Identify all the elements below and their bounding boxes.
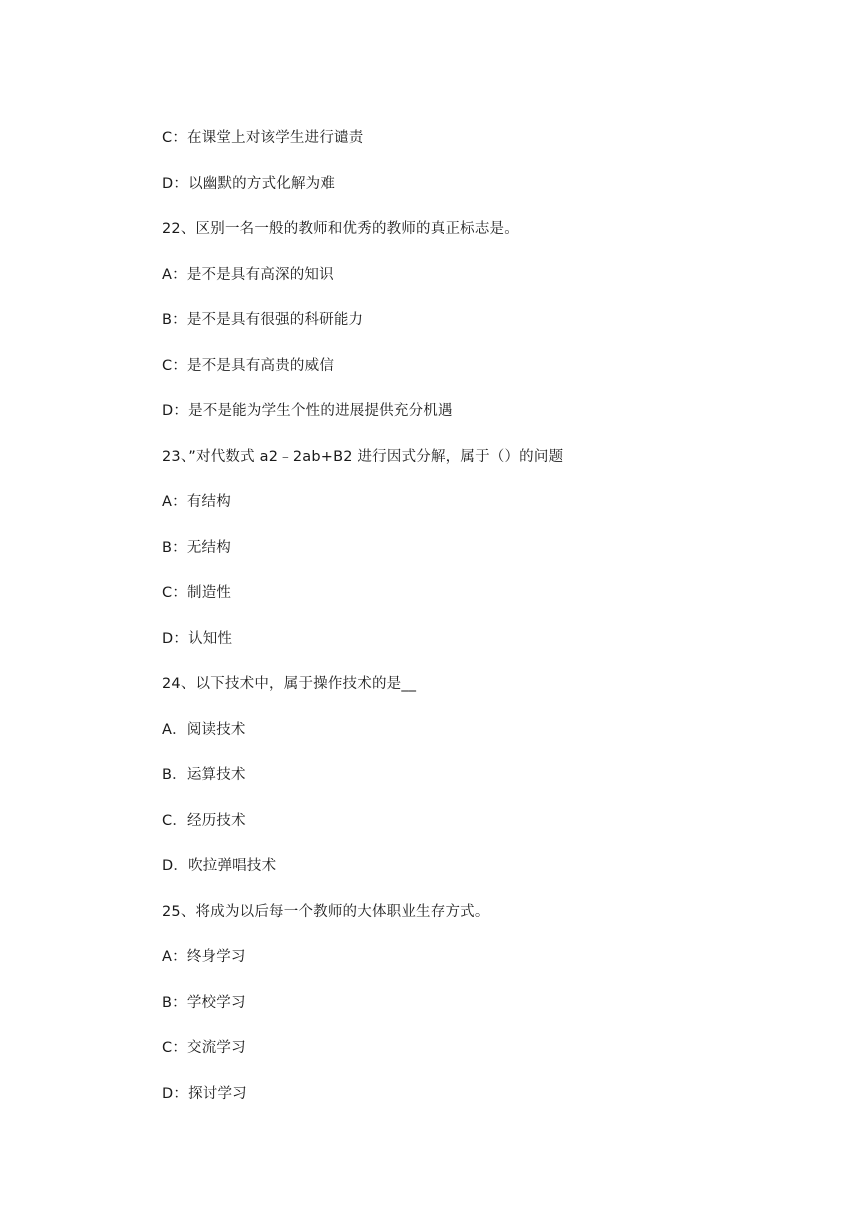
q23-option-a: A：有结构 <box>162 494 231 510</box>
q22-option-d: D：是不是能为学生个性的进展提供充分机遇 <box>162 403 453 419</box>
q24-option-c: C．经历技术 <box>162 813 246 829</box>
question-23: 23、”对代数式 a2﹣2ab+B2 进行因式分解，属于（）的问题 <box>162 449 564 465</box>
q24-option-b: B．运算技术 <box>162 767 246 783</box>
question-22: 22、区别一名一般的教师和优秀的教师的真正标志是。 <box>162 221 519 237</box>
q23-option-b: B：无结构 <box>162 540 231 556</box>
q21-option-d: D：以幽默的方式化解为难 <box>162 176 336 192</box>
q24-option-d: D．吹拉弹唱技术 <box>162 858 277 874</box>
q22-option-c: C：是不是具有高贵的威信 <box>162 358 335 374</box>
q21-option-c: C：在课堂上对该学生进行谴责 <box>162 130 364 146</box>
question-24: 24、以下技术中，属于操作技术的是__ <box>162 676 417 692</box>
q24-option-a: A．阅读技术 <box>162 722 246 738</box>
q25-option-d: D：探讨学习 <box>162 1086 247 1102</box>
q22-option-a: A：是不是具有高深的知识 <box>162 267 334 283</box>
q22-option-b: B：是不是具有很强的科研能力 <box>162 312 364 328</box>
q25-option-b: B：学校学习 <box>162 995 246 1011</box>
q23-option-d: D：认知性 <box>162 631 233 647</box>
question-25: 25、将成为以后每一个教师的大体职业生存方式。 <box>162 904 490 920</box>
q25-option-a: A：终身学习 <box>162 949 246 965</box>
q23-option-c: C：制造性 <box>162 585 232 601</box>
q25-option-c: C：交流学习 <box>162 1040 246 1056</box>
